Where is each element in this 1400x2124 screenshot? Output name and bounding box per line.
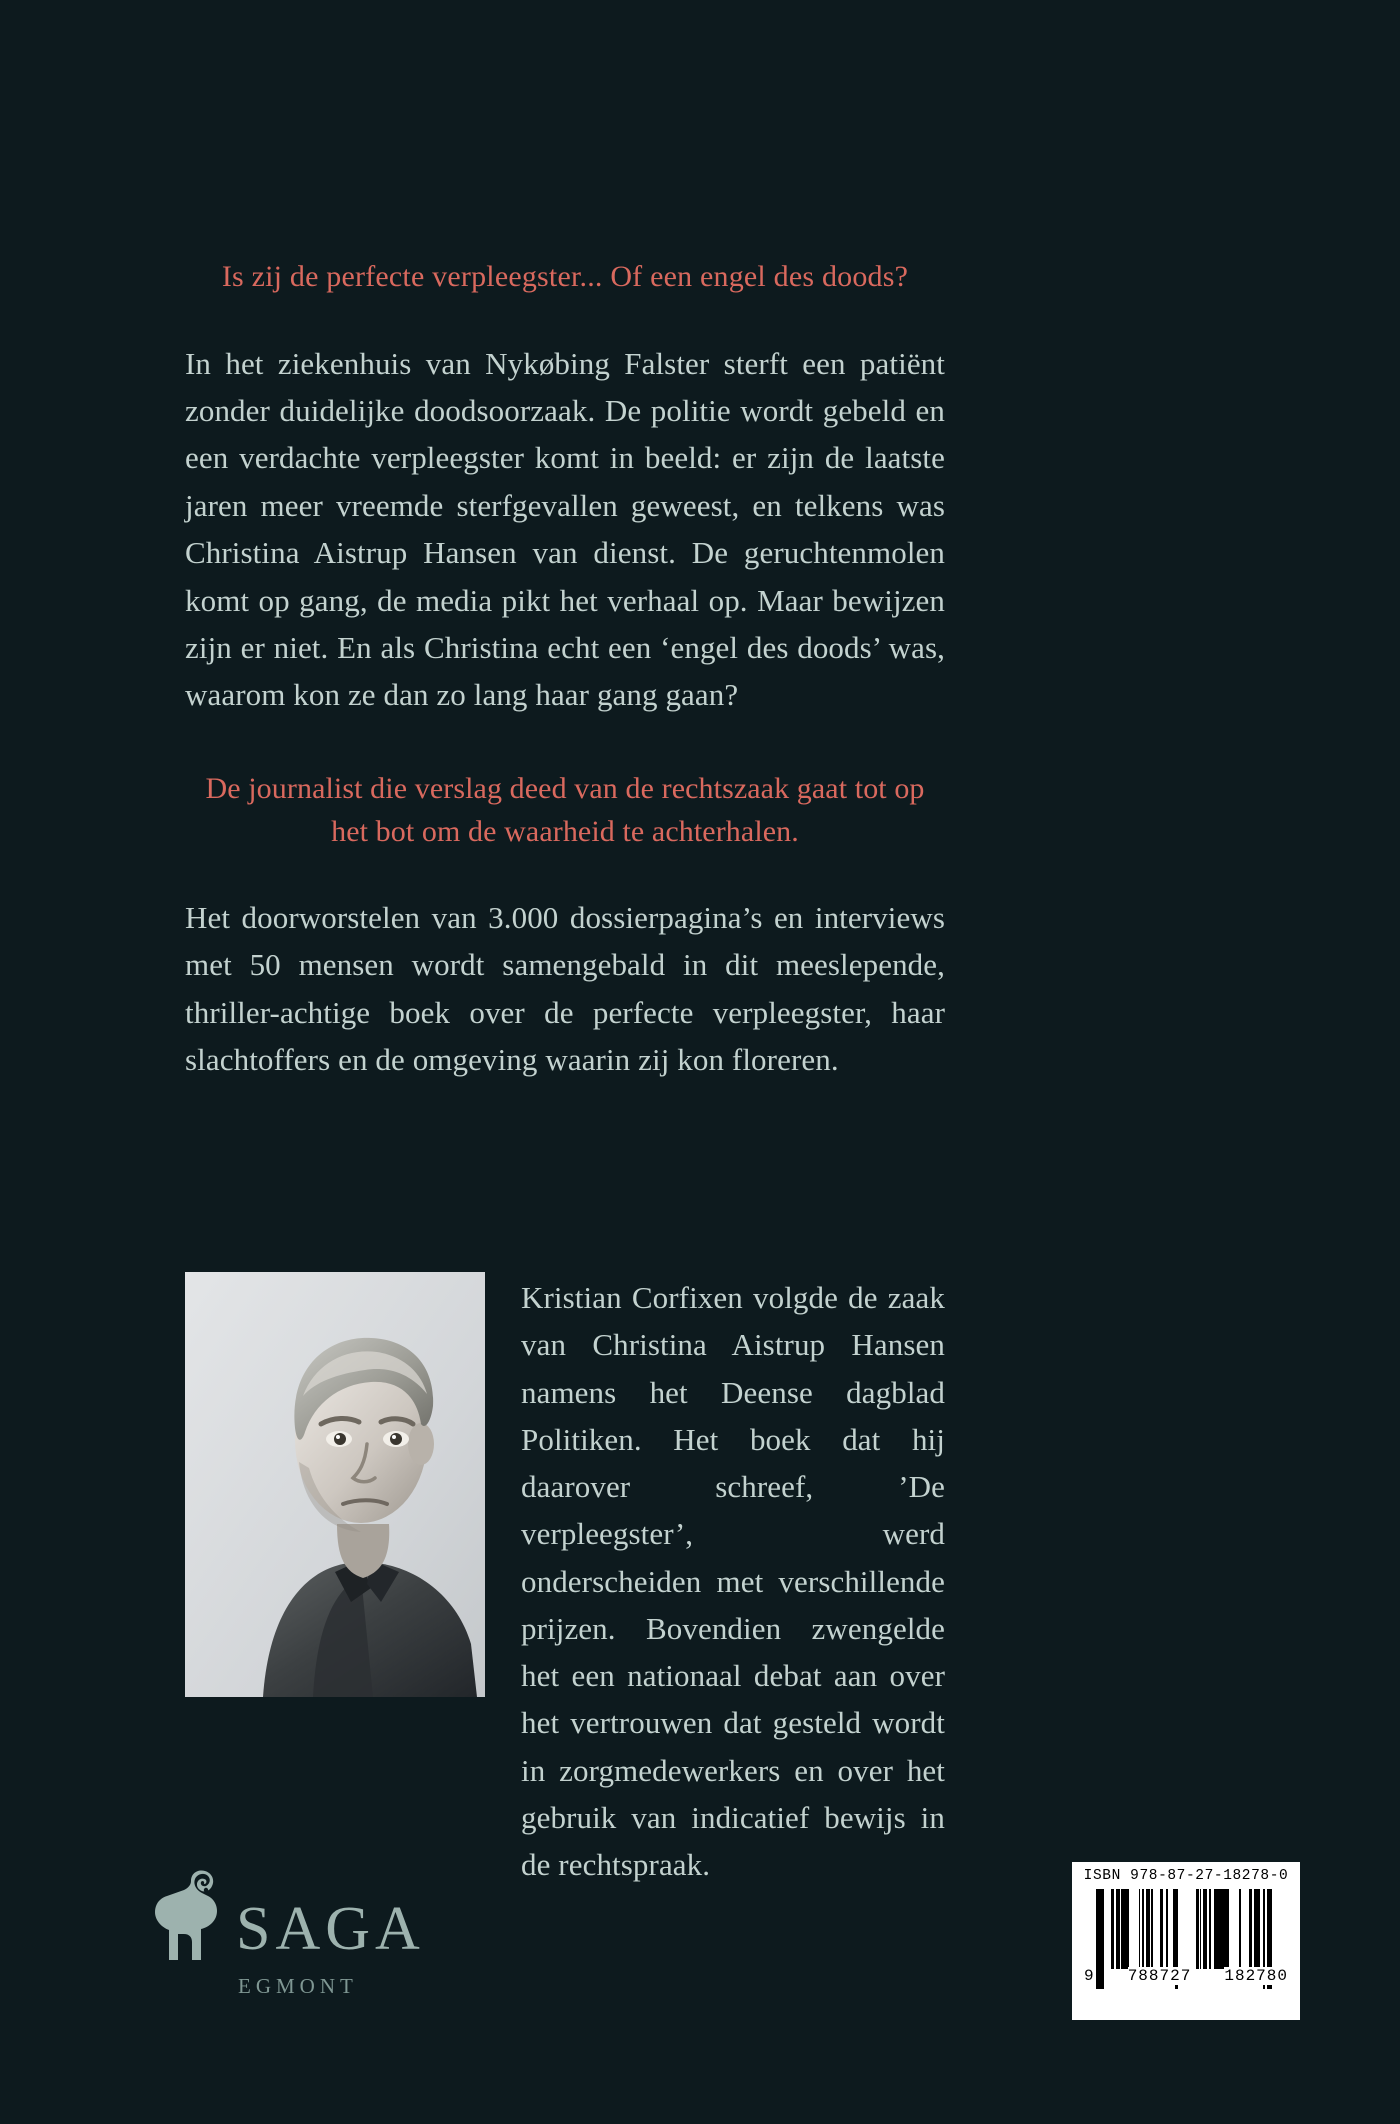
isbn-number-label: ISBN 978-87-27-18278-0	[1083, 1868, 1289, 1884]
publisher-imprint: EGMONT	[238, 1974, 358, 1998]
pull-quote: De journalist die verslag deed van de rechtszaak gaat tot op het bot om de waarheid te achterhalen.	[205, 771, 925, 849]
blurb-paragraph-2: Het doorworstelen van 3.000 dossierpagina’s en interviews met 50 mensen wordt samengebald in dit meeslepende, thriller-achtige boek over de perfecte verpleegster, haar slachtoffers en de omgeving waarin zij kon floreren.	[185, 899, 945, 1078]
barcode-digit-group-2: 182780	[1224, 1966, 1288, 1985]
author-section	[185, 1272, 945, 1888]
ram-icon	[148, 1868, 222, 1960]
author-portrait-photo	[185, 1272, 485, 1697]
blurb-paragraph-1: In het ziekenhuis van Nykøbing Falster sterft een patiënt zonder duidelijke doodsoorzaak. De politie wordt gebeld en een verdachte verpleegster komt in beeld: er zijn de laatste jaren meer vreemde sterfgevallen geweest, en telkens was Christina Aistrup Hansen van dienst. De geruchtenmolen komt op gang, de media pikt het verhaal op. Maar bewijzen zijn er niet. En als Christina echt een ‘engel des doods’ was, waarom kon ze dan zo lang haar gang gaan?	[185, 345, 945, 713]
publisher-logo	[148, 1868, 438, 2038]
isbn-barcode	[1072, 1862, 1300, 2020]
barcode-digit-left: 9	[1084, 1966, 1095, 1985]
headline-tagline: Is zij de perfecte verpleegster... Of een engel des doods?	[221, 260, 909, 293]
barcode-digit-group-1: 788727	[1127, 1966, 1192, 1985]
publisher-name: SAGA	[236, 1895, 425, 1964]
blurb-content	[185, 0, 945, 1084]
author-bio-text: Kristian Corfixen volgde de zaak van Christina Aistrup Hansen namens het Deense dagblad Politiken. Het boek dat hij daarover schreef, ’De verpleegster’, werd onderscheiden met verschillende prijzen. Bovendien zwengelde het een nationaal debat aan over het vertrouwen dat gesteld wordt in zorgmedewerkers en over het gebruik van indicatief bewijs in de rechtspraak.	[521, 1280, 945, 1883]
barcode-digits	[1082, 1967, 1290, 1985]
